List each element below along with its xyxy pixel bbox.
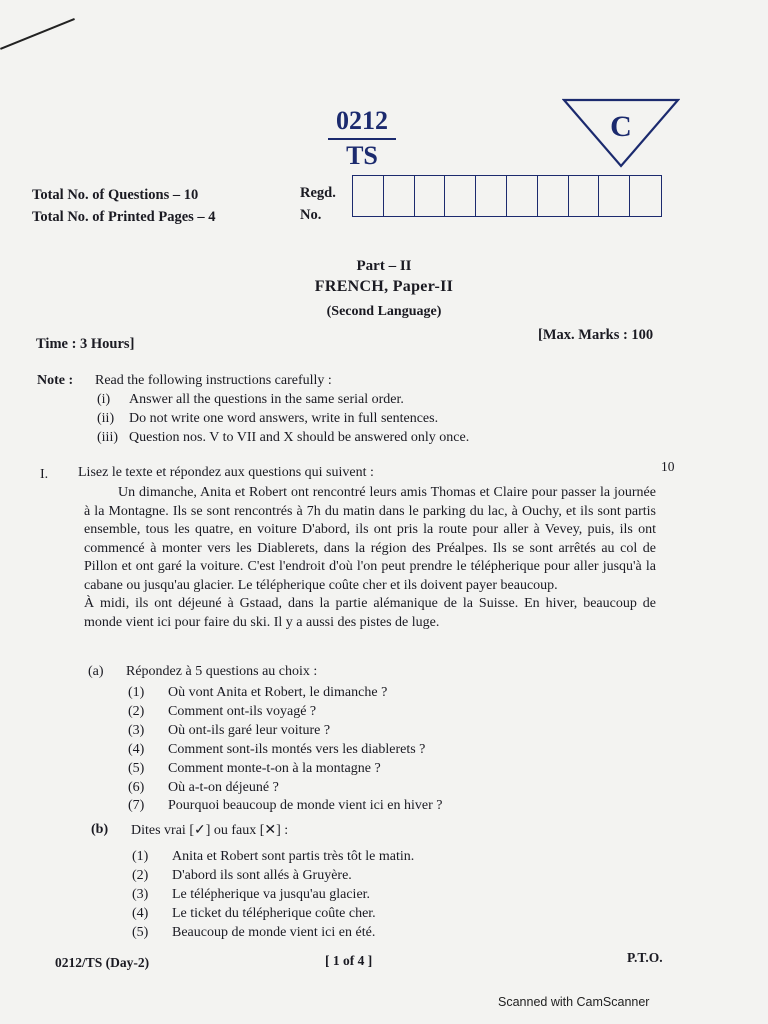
note-instruction: Read the following instructions carefully : — [95, 373, 332, 388]
total-pages: Total No. of Printed Pages – 4 — [32, 209, 216, 225]
question-marks: 10 — [661, 459, 675, 474]
footer-paper-code: 0212/TS (Day-2) — [55, 955, 150, 970]
list-item — [128, 722, 442, 741]
list-item — [128, 741, 442, 760]
regd-digit-box[interactable] — [353, 176, 384, 216]
regd-digit-box[interactable] — [599, 176, 630, 216]
item-number: (5) — [132, 924, 149, 940]
list-item — [132, 848, 414, 867]
passage-paragraph: À midi, ils ont déjeuné à Gstaad, dans la partie alémanique de la Suisse. En hiver, beaucoup de monde vient ici pour faire du ski. Il y a aussi des pistes de luge. — [84, 596, 656, 630]
list-item — [128, 760, 442, 779]
paper-code: 0212 — [336, 106, 388, 135]
note-item-text: Question nos. V to VII and X should be answered only once. — [129, 430, 470, 445]
item-number: (6) — [128, 779, 145, 795]
note-item — [97, 409, 438, 428]
scan-mark — [0, 18, 75, 50]
regd-digit-box[interactable] — [507, 176, 538, 216]
item-text: Beaucoup de monde vient ici en été. — [172, 924, 376, 940]
list-item — [128, 797, 442, 816]
passage-paragraph: Un dimanche, Anita et Robert ont rencontré leurs amis Thomas et Claire pour passer la journée à la Montagne. Ils se sont rencontrés à 7h du matin dans le parking du lac, à Ouchy, et ils sont partis ensemble, tous les quatre, en voiture D'abord, ils ont pris la route pour aller à Vevey, puis, ils ont commencé à monter vers les Diablerets, dans la région des Préalpes. Ils se sont arrêtés au col de Pillon et ont garé la voiture. C'est l'endroit d'où l'on peut prendre le télépherique pour aller jusqu'à la cabane ou jusqu'au glacier. Le télépherique coûte cher et ils doivent payer beaucoup. — [84, 485, 656, 593]
item-text: D'abord ils sont allés à Gruyère. — [172, 867, 352, 883]
footer-pto: P.T.O. — [627, 950, 663, 965]
regd-label-line2: No. — [300, 207, 322, 223]
list-item — [128, 703, 442, 722]
total-questions: Total No. of Questions – 10 — [32, 187, 199, 203]
code-divider — [328, 138, 396, 140]
list-item — [128, 684, 442, 703]
note-item-text: Do not write one word answers, write in full sentences. — [129, 411, 439, 426]
part-a-question-list — [128, 684, 442, 816]
regd-digit-box[interactable] — [384, 176, 415, 216]
regd-digit-box[interactable] — [445, 176, 476, 216]
regd-label-line1: Regd. — [300, 185, 336, 201]
paper-code-block — [326, 106, 398, 170]
regd-digit-box[interactable] — [476, 176, 507, 216]
item-number: (3) — [128, 722, 145, 738]
note-item — [97, 390, 404, 409]
paper-suffix: TS — [346, 141, 378, 170]
question-number: I. — [40, 467, 49, 482]
time-allowed: Time : 3 Hours] — [36, 336, 135, 352]
item-text: Où ont-ils garé leur voiture ? — [168, 722, 331, 738]
note-item — [97, 428, 469, 447]
list-item — [132, 867, 414, 886]
regd-number-boxes[interactable] — [352, 175, 662, 217]
exam-meta — [32, 184, 216, 228]
part-a-instruction: Répondez à 5 questions au choix : — [126, 664, 318, 679]
part-b-instruction: Dites vrai [✓] ou faux [✕] : — [131, 823, 289, 838]
question-instruction: Lisez le texte et répondez aux questions qui suivent : — [78, 465, 374, 480]
item-number: (5) — [128, 760, 145, 776]
item-number: (4) — [132, 905, 149, 921]
part-b-label: (b) — [91, 822, 109, 837]
note-section — [37, 371, 470, 445]
item-text: Comment monte-t-on à la montagne ? — [168, 760, 381, 776]
regd-label — [300, 182, 336, 226]
item-text: Le télépherique va jusqu'au glacier. — [172, 886, 371, 902]
scanner-watermark: Scanned with CamScanner — [498, 995, 650, 1009]
item-number: (1) — [132, 849, 149, 864]
regd-digit-box[interactable] — [569, 176, 600, 216]
list-item — [128, 779, 442, 798]
item-number: (3) — [132, 886, 149, 902]
regd-digit-box[interactable] — [538, 176, 569, 216]
note-item-number: (ii) — [97, 411, 115, 426]
item-text: Le ticket du télépherique coûte cher. — [172, 905, 376, 921]
note-item-text: Answer all the questions in the same serial order. — [129, 392, 404, 407]
item-number: (2) — [128, 703, 145, 719]
item-text: Anita et Robert sont partis très tôt le matin. — [172, 849, 415, 864]
list-item — [132, 886, 414, 905]
item-text: Où vont Anita et Robert, le dimanche ? — [168, 685, 388, 700]
note-item-number: (i) — [97, 392, 111, 407]
item-text: Comment ont-ils voyagé ? — [168, 703, 317, 719]
max-marks: [Max. Marks : 100 — [538, 327, 654, 343]
note-label: Note : — [37, 373, 74, 388]
regd-digit-box[interactable] — [630, 176, 661, 216]
subject-title: FRENCH, Paper-II — [314, 278, 454, 295]
part-b-question-list — [132, 848, 414, 943]
part-title: Part – II — [356, 258, 412, 274]
item-number: (1) — [128, 685, 145, 700]
item-text: Où a-t-on déjeuné ? — [168, 779, 279, 795]
item-number: (2) — [132, 867, 149, 883]
regd-digit-box[interactable] — [415, 176, 446, 216]
item-number: (7) — [128, 798, 145, 814]
item-text: Pourquoi beaucoup de monde vient ici en hiver ? — [168, 798, 443, 814]
language-title: (Second Language) — [326, 304, 442, 319]
reading-passage — [84, 484, 656, 632]
item-number: (4) — [128, 741, 145, 757]
list-item — [132, 905, 414, 924]
part-a-label: (a) — [88, 664, 104, 679]
item-text: Comment sont-ils montés vers les diablerets ? — [168, 741, 426, 757]
footer-page-number: [ 1 of 4 ] — [325, 953, 373, 968]
note-item-number: (iii) — [97, 430, 118, 445]
set-triangle — [562, 98, 680, 168]
set-letter: C — [610, 110, 632, 143]
list-item — [132, 924, 414, 943]
